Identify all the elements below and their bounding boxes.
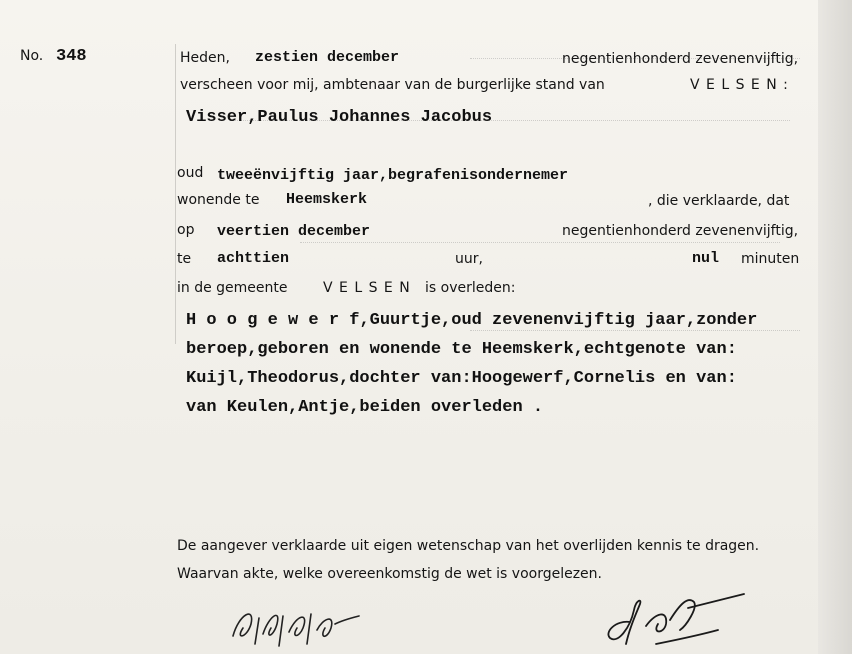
uur-label: uur, <box>455 251 483 267</box>
heden-label: Heden, <box>180 50 230 66</box>
margin-rule <box>175 44 176 344</box>
appearance-statement: verscheen voor mij, ambtenaar van de burgerlijke stand van <box>180 77 605 93</box>
deceased-details: ,Guurtje,oud zevenenvijftig jaar,zonder <box>359 311 758 330</box>
op-label: op <box>177 222 195 238</box>
year-printed: negentienhonderd zevenenvijftig, <box>562 51 799 67</box>
declarant-signature <box>225 594 365 652</box>
deceased-line-3: Kuijl,Theodorus,dochter van:Hoogewerf,Cornelis en van: <box>186 369 737 388</box>
die-verklaarde-label: , die verklaarde, dat <box>648 193 790 209</box>
minutes-value: nul <box>692 250 720 267</box>
gemeente-label: in de gemeente <box>177 280 288 296</box>
deceased-surname: H o o g e w e r f <box>186 311 360 330</box>
age-occupation-value: tweeënvijftig jaar,begrafenisondernemer <box>217 167 569 184</box>
wonende-te-label: wonende te <box>177 192 260 208</box>
death-date-value: veertien december <box>217 223 371 240</box>
deceased-line-2: beroep,geboren en wonende te Heemskerk,echtgenote van: <box>186 340 737 359</box>
overleden-label: is overleden: <box>425 280 516 296</box>
official-signature <box>596 586 746 652</box>
deceased-line-1 <box>186 311 757 330</box>
oud-label: oud <box>177 165 204 181</box>
residence-value: Heemskerk <box>286 191 368 208</box>
hour-value: achttien <box>217 250 290 267</box>
minuten-label: minuten <box>741 251 800 267</box>
certificate-number: 348 <box>56 47 87 66</box>
page-edge <box>818 0 852 654</box>
municipality-printed: V E L S E N : <box>690 77 789 93</box>
deceased-line-4: van Keulen,Antje,beiden overleden . <box>186 398 544 417</box>
number-label: No. <box>20 48 44 64</box>
day-month-value: zestien december <box>255 49 400 66</box>
te-label: te <box>177 251 192 267</box>
declarant-name: Visser,Paulus Johannes Jacobus <box>186 108 493 127</box>
year-printed-2: negentienhonderd zevenenvijftig, <box>562 223 799 239</box>
reading-statement: Waarvan akte, welke overeenkomstig de wet is voorgelezen. <box>177 566 602 582</box>
declaration-statement: De aangever verklaarde uit eigen wetenschap van het overlijden kennis te dragen. <box>177 538 760 554</box>
municipality-printed-2: V E L S E N <box>323 280 411 296</box>
